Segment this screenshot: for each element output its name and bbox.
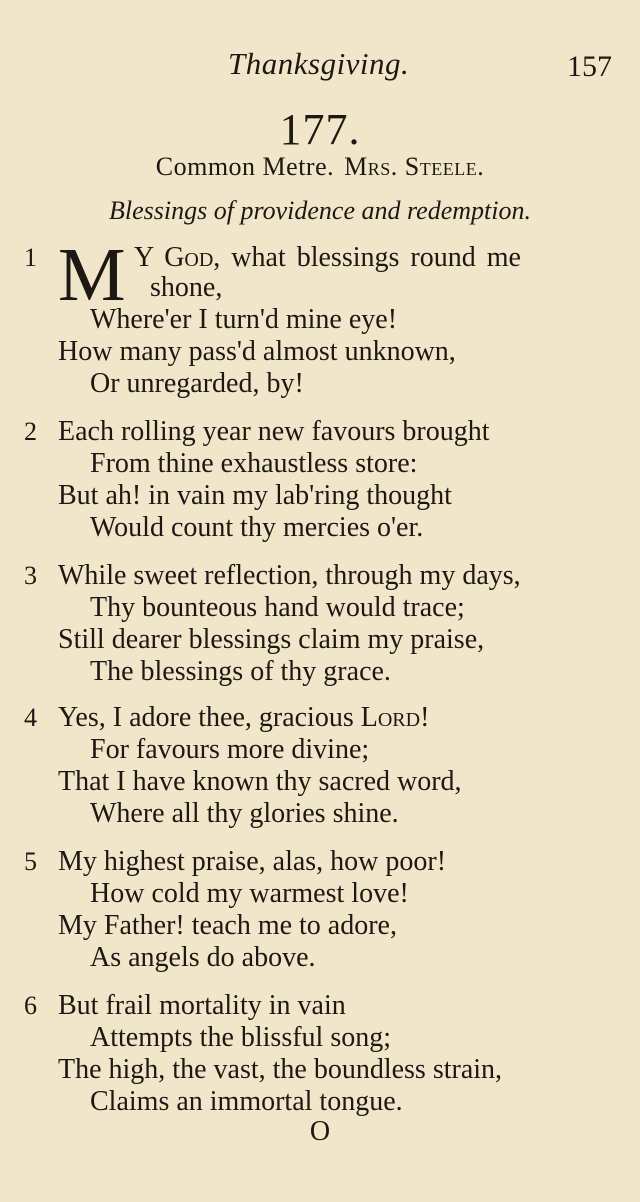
running-title: Thanksgiving.	[228, 46, 410, 81]
verse-line: But ah! in vain my lab'ring thought	[58, 480, 452, 511]
hymn-subject: Blessings of providence and redemption.	[109, 196, 531, 225]
verse-line: Or unregarded, by!	[90, 368, 304, 399]
verse-line: As angels do above.	[90, 942, 316, 973]
drop-cap: M	[58, 233, 126, 317]
stanza-number: 5	[24, 847, 37, 876]
verse-line: My Father! teach me to adore,	[58, 910, 397, 941]
verse-line: The blessings of thy grace.	[90, 656, 391, 687]
verse-line: Would count thy mercies o'er.	[90, 512, 424, 543]
stanza-number: 4	[24, 703, 37, 732]
verse-line: Claims an immortal tongue.	[90, 1086, 403, 1117]
verse-line: Each rolling year new favours brought	[58, 416, 490, 447]
stanza-number: 1	[24, 243, 37, 272]
verse-line: But frail mortality in vain	[58, 990, 346, 1021]
verse-line: Where all thy glories shine.	[90, 798, 399, 829]
verse-line: From thine exhaustless store:	[90, 448, 418, 479]
hymn-meta	[0, 152, 640, 182]
metre-label: Common Metre.	[155, 152, 335, 181]
verse-line: The high, the vast, the boundless strain,	[58, 1054, 503, 1085]
verse-line: That I have known thy sacred word,	[58, 766, 462, 797]
verse-line: Still dearer blessings claim my praise,	[58, 624, 485, 655]
stanza-number: 6	[24, 991, 37, 1020]
stanza-number: 3	[24, 561, 37, 590]
stanza-number: 2	[24, 417, 37, 446]
verse-line: While sweet reflection, through my days,	[58, 560, 521, 591]
verse-line: Yes, I adore thee, gracious Lord!	[58, 702, 430, 733]
verse-line: My highest praise, alas, how poor!	[58, 846, 447, 877]
verse-line: Thy bounteous hand would trace;	[90, 592, 465, 623]
verse-line: How many pass'd almost unknown,	[58, 336, 456, 367]
verse-line: Attempts the blissful song;	[90, 1022, 391, 1053]
verse-line: Y God, what blessings round me	[134, 242, 521, 273]
catchword: O	[309, 1116, 331, 1147]
verse-line: Where'er I turn'd mine eye!	[90, 304, 398, 335]
running-head	[0, 44, 640, 88]
verse-line: How cold my warmest love!	[90, 878, 409, 909]
verse-line: For favours more divine;	[90, 734, 370, 765]
author-label: Mrs. Steele.	[344, 152, 485, 181]
page-number: 157	[567, 50, 612, 83]
verse-line: shone,	[150, 272, 223, 303]
hymn-number: 177.	[279, 105, 361, 154]
